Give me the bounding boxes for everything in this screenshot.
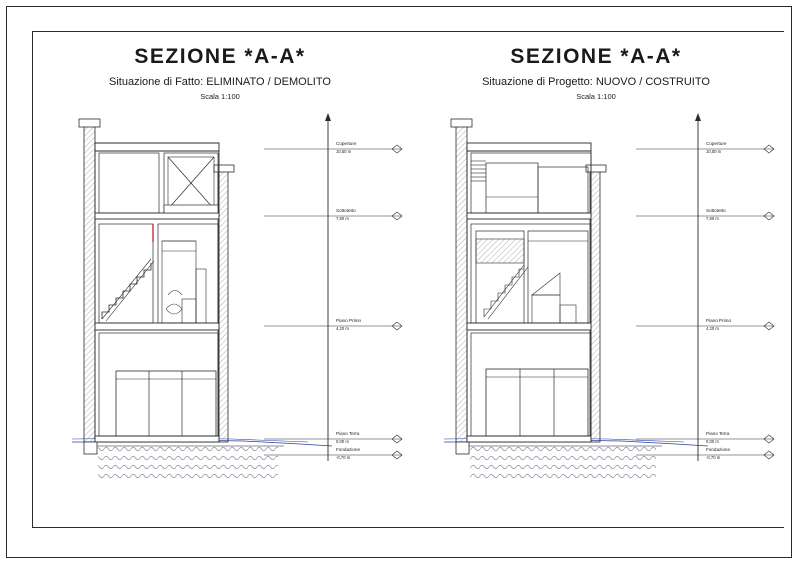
level-axis-right <box>695 113 701 461</box>
level-label-left-0: Coperture <box>336 141 357 146</box>
first-floor-right <box>471 224 591 323</box>
attic-room-right <box>471 153 591 213</box>
level-marker-right-4 <box>636 447 774 460</box>
first-floor-left <box>99 224 218 323</box>
level-marker-right-2 <box>636 318 774 331</box>
level-label-left-4: Fondazione <box>336 447 361 452</box>
ground-floor-left <box>99 333 218 436</box>
section-panel-existing <box>32 31 408 528</box>
section-drawing-right <box>408 109 784 509</box>
terrain-hatch-left <box>88 446 284 478</box>
level-axis-left <box>325 113 331 461</box>
wall-left-exterior <box>79 119 100 442</box>
level-label-left-1: Sottotetto <box>336 208 356 213</box>
panel-subtitle-left: Situazione di Fatto: ELIMINATO / DEMOLITO <box>109 76 331 88</box>
terrain-hatch-right <box>460 446 662 478</box>
level-value-right-1: 7,80 m <box>706 216 719 221</box>
level-label-right-0: Coperture <box>706 141 727 146</box>
level-label-right-3: Piano Terra <box>706 431 730 436</box>
level-marker-left-2 <box>264 318 402 331</box>
level-marker-right-1 <box>636 208 774 221</box>
level-value-left-3: 0,00 m <box>336 439 349 444</box>
level-marker-left-1 <box>264 208 402 221</box>
panel-title-left: SEZIONE *A-A* <box>134 45 306 68</box>
level-label-left-2: Piano Primo <box>336 318 362 323</box>
level-value-left-4: -0,70 m <box>336 455 351 460</box>
level-marker-left-4 <box>264 447 402 460</box>
floor-slabs-left <box>95 213 219 442</box>
wall-left-exterior-right-panel <box>451 119 472 442</box>
level-marker-right-3 <box>636 431 774 444</box>
level-label-right-2: Piano Primo <box>706 318 732 323</box>
level-label-left-3: Piano Terra <box>336 431 360 436</box>
foundation-right <box>456 442 469 454</box>
level-value-right-2: 4,20 m <box>706 326 719 331</box>
level-value-left-1: 7,80 m <box>336 216 349 221</box>
panel-scale-left: Scala 1:100 <box>200 92 240 101</box>
panel-subtitle-right: Situazione di Progetto: NUOVO / COSTRUITO <box>482 76 710 88</box>
level-label-right-1: Sottotetto <box>706 208 726 213</box>
level-marker-left-3 <box>264 431 402 444</box>
building-outline-left <box>95 143 219 442</box>
level-label-right-4: Fondazione <box>706 447 731 452</box>
section-drawing-left <box>32 109 408 509</box>
level-marker-right-0 <box>636 141 774 154</box>
wall-right-exterior-right-panel <box>586 165 606 442</box>
level-value-left-2: 4,20 m <box>336 326 349 331</box>
panel-scale-right: Scala 1:100 <box>576 92 616 101</box>
section-panel-project <box>408 31 784 528</box>
level-value-right-3: 0,00 m <box>706 439 719 444</box>
attic-room-left <box>99 153 218 213</box>
panel-title-right: SEZIONE *A-A* <box>510 45 682 68</box>
foundation-left <box>84 442 97 454</box>
level-value-left-0: 10,50 m <box>336 149 352 154</box>
ground-floor-right <box>471 333 591 436</box>
level-value-right-0: 10,50 m <box>706 149 722 154</box>
level-marker-left-0 <box>264 141 402 154</box>
level-value-right-4: -0,70 m <box>706 455 721 460</box>
